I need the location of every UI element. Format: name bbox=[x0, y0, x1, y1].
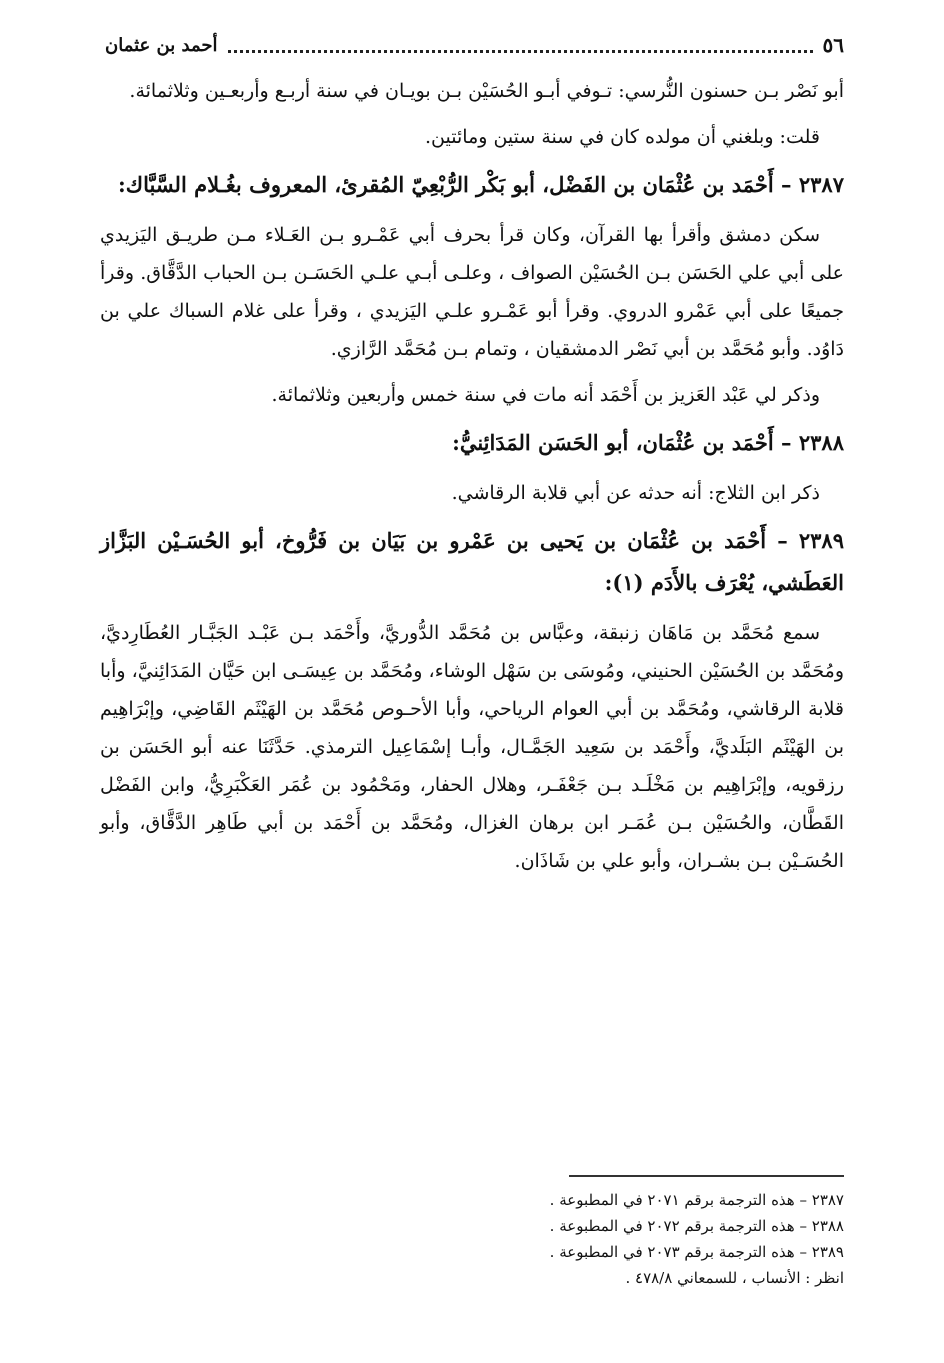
paragraph-entry-2387-death: وذكر لي عَبْد العَزيز بن أَحْمَد أنه مات في سنة خمس وأربعين وثلاثمائة. bbox=[271, 384, 820, 406]
footnote-rule bbox=[569, 1175, 844, 1177]
header-dot-leader bbox=[228, 38, 813, 53]
footnotes bbox=[100, 1175, 844, 1291]
paragraph-note: قلت: وبلغني أن مولده كان في سنة ستين ومائتين. bbox=[425, 126, 820, 148]
footnote-2387: ٢٣٨٧ – هذه الترجمة برقم ٢٠٧١ في المطبوعة . bbox=[549, 1191, 844, 1209]
paragraph-entry-2388: ذكر ابن الثلاج: أنه حدثه عن أبي قلابة الرقاشي. bbox=[451, 482, 820, 504]
footnote-reference: انظر : الأنساب ، للسمعاني ٤٧٨/٨ . bbox=[625, 1269, 844, 1287]
running-header bbox=[105, 30, 844, 60]
page-body bbox=[100, 72, 844, 888]
paragraph-continuation: أبو نَصْر بـن حسنون النُّرسي: تـوفي أبـو الحُسَيْن بـن بويـان في سنة أربـع وأربعـين وثلاثمائة. bbox=[129, 80, 844, 102]
footnote-2389: ٢٣٨٩ – هذه الترجمة برقم ٢٠٧٣ في المطبوعة . bbox=[549, 1243, 844, 1261]
running-title: أحمد بن عثمان bbox=[105, 34, 218, 56]
entry-title-2389: ٢٣٨٩ – أَحْمَد بن عُثْمَان بن يَحيى بن عَمْرو بن بَيَان بن فَرُّوخ، أبو الحُسَـيْن البَزَّاز العَطَشي، يُعْرَف بالأَدَم (١): bbox=[100, 528, 844, 595]
paragraph-entry-2389: سمع مُحَمَّد بن مَاهَان زنبقة، وعبَّاس بن مُحَمَّد الدُّوريَّ، وأَحْمَد بـن عَبْـد الجَبَّـار العُطَارِديَّ، ومُحَمَّد بن الحُسَيْن الحنيني، ومُوسَى بن سَهْل الوشاء، ومُحَمَّد بن عِيسَـى ابن حَيَّان المَدَائِنيَّ، وأبا قلابة الرقاشي، ومُحَمَّد بن أبي العوام الرياحي، وأبا الأحـوص مُحَمَّد بن الهَيْثَم القَاضِي، وإبْرَاهِيم بن الهَيْثَم البَلَديَّ، وأَحْمَد بن سَعِيد الجَمَّـال، وأبـا إسْمَاعِيل الترمذي. حَدَّثَنَا عنه أبو الحَسَن بن رزقويه، وإبْرَاهِيم بن مَخْلَـد بـن جَعْفَـر، وهلال الحفار، ومَحْمُود بن عُمَر العَكْبَرِيُّ، وابن الفَضْل القَطَّان، والحُسَيْن بـن عُمَـر ابن برهان الغزال، ومُحَمَّد بن أَحْمَد بن أبي طَاهِر الدَّقَّاق، وأبو الحُسَـيْن بـن بشـران، وأبو علي بن شَاذَان. bbox=[100, 622, 844, 872]
page-number: ٥٦ bbox=[822, 33, 844, 57]
entry-title-2388: ٢٣٨٨ – أَحْمَد بن عُثْمَان، أبو الحَسَن المَدَائِنيُّ: bbox=[452, 430, 844, 455]
entry-title-2387: ٢٣٨٧ – أَحْمَد بن عُثْمَان بن الفَضْل، أبو بَكْر الرُّبْعِيّ المُقرئ، المعروف بغُـلام السَّبَّاك: bbox=[118, 172, 844, 197]
paragraph-entry-2387: سكن دمشق وأقرأ بها القرآن، وكان قرأ بحرف أبي عَمْـرو بـن العَـلاء مـن طريـق اليَزيدي على أبي علي الحَسَن بـن الحُسَيْن الصواف ، وعلـى أبـي علـي الحَسَـن بـن الحباب الدَّقَّاق. وقرأ جميعًا على أبي عَمْرو الدروي. وقرأ أبو عَمْـرو علـي اليَزيدي ، وقرأ على غلام السباك علي بن دَاوُد. وأبو مُحَمَّد بن أبي نَصْر الدمشقيان ، وتمام بـن مُحَمَّد الرَّازي. bbox=[100, 224, 844, 360]
footnote-2388: ٢٣٨٨ – هذه الترجمة برقم ٢٠٧٢ في المطبوعة . bbox=[549, 1217, 844, 1235]
